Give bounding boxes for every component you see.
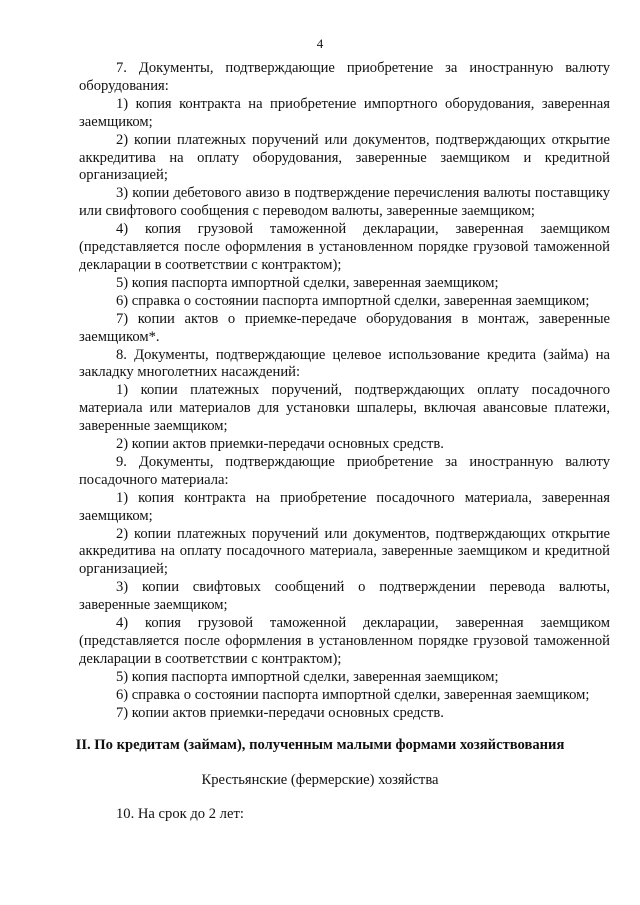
list-item: 5) копия паспорта импортной сделки, заверенная заемщиком;	[116, 274, 499, 291]
paragraph-10-heading: 10. На срок до 2 лет:	[116, 806, 244, 822]
paragraph-9-heading: 9. Документы, подтверждающие приобретение за иностранную валюту посадочного материала:	[79, 453, 610, 488]
list-item: 1) копии платежных поручений, подтверждающих оплату посадочного материала или материалов для установки шпалеры, включая авансовые платежи, заверенные заемщиком;	[79, 382, 610, 435]
list-item: 4) копия грузовой таможенной декларации, заверенная заемщиком (представляется после оформления в установленном порядке грузовой таможенной декларации в соответствии с контрактом);	[79, 615, 610, 667]
paragraph-7-heading: 7. Документы, подтверждающие приобретение за иностранную валюту оборудования:	[79, 60, 610, 94]
document-body	[79, 60, 610, 723]
list-item: 2) копии платежных поручений или документов, подтверждающих открытие аккредитива на оплату оборудования, заверенные заемщиком и кредитной организацией;	[79, 131, 610, 184]
list-item: 3) копии дебетового авизо в подтверждение перечисления валюты поставщику или свифтового сообщения с переводом валюты, заверенные заемщиком;	[79, 185, 610, 220]
list-item: 1) копия контракта на приобретение импортного оборудования, заверенная заемщиком;	[79, 95, 610, 130]
list-item: 3) копии свифтовых сообщений о подтверждении перевода валюты, заверенные заемщиком;	[79, 579, 610, 614]
list-item: 6) справка о состоянии паспорта импортной сделки, заверенная заемщиком;	[116, 686, 590, 703]
paragraph-8-heading: 8. Документы, подтверждающие целевое использование кредита (займа) на закладку многолетних насаждений:	[79, 346, 610, 381]
list-item: 5) копия паспорта импортной сделки, заверенная заемщиком;	[116, 668, 499, 685]
list-item: 1) копия контракта на приобретение посадочного материала, заверенная заемщиком;	[79, 489, 610, 524]
list-item: 2) копии платежных поручений или документов, подтверждающих открытие аккредитива на оплату посадочного материала, заверенные заемщиком и кредитной организацией;	[79, 525, 610, 578]
list-item: 4) копия грузовой таможенной декларации, заверенная заемщиком (представляется после оформления в установленном порядке грузовой таможенной декларации в соответствии с контрактом);	[79, 221, 610, 273]
list-item: 2) копии актов приемки-передачи основных средств.	[116, 436, 444, 453]
list-item: 6) справка о состоянии паспорта импортной сделки, заверенная заемщиком;	[116, 292, 590, 309]
list-item: 7) копии актов о приемке-передаче оборудования в монтаж, заверенные заемщиком*.	[79, 310, 610, 345]
section-heading: II. По кредитам (займам), полученным малыми формами хозяйствования	[75, 737, 565, 753]
subheading: Крестьянские (фермерские) хозяйства	[201, 772, 439, 788]
page-number: 4	[316, 36, 324, 51]
list-item: 7) копии актов приемки-передачи основных средств.	[116, 704, 444, 721]
